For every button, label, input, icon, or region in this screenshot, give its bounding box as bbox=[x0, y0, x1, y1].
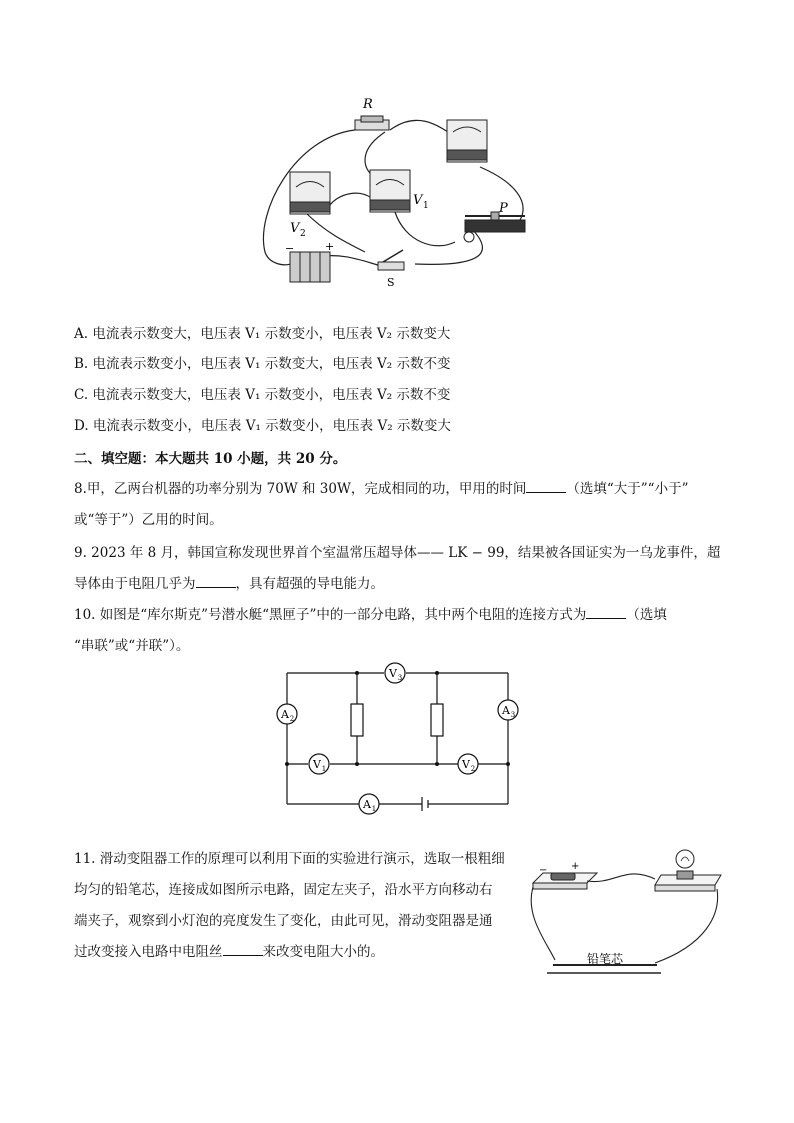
label-v2-sub: 2 bbox=[300, 229, 306, 239]
q9-text-pre: 导体由于电阻几乎为 bbox=[74, 576, 196, 592]
voltmeter-v2-device bbox=[290, 172, 330, 214]
rheostat-device bbox=[464, 212, 525, 242]
a1-label: A bbox=[363, 798, 371, 811]
q10-blank[interactable] bbox=[586, 606, 626, 619]
v2-label: V bbox=[462, 758, 470, 771]
v3-label: V bbox=[389, 667, 397, 680]
v1-sub: 1 bbox=[321, 765, 327, 773]
q11-text-pre: 过改变接入电路中电阻丝 bbox=[74, 944, 223, 960]
q11-blank[interactable] bbox=[223, 943, 263, 956]
q8-line2: 或“等于”）乙用的时间。 bbox=[74, 512, 223, 528]
option-c: C. 电流表示数变大，电压表 V₁ 示数变小，电压表 V₂ 示数不变 bbox=[74, 387, 451, 403]
label-p: P bbox=[499, 201, 508, 216]
q8-text-pre: 8.甲，乙两台机器的功率分别为 70W 和 30W，完成相同的功，甲用的时间 bbox=[74, 481, 527, 497]
label-minus: − bbox=[285, 242, 295, 255]
q9-text-post: ，具有超强的导电能力。 bbox=[235, 576, 384, 592]
battery-device bbox=[290, 252, 330, 282]
resistor-r bbox=[355, 116, 389, 130]
q10-line2: “串联”或“并联”）。 bbox=[74, 638, 190, 654]
q8-line1 bbox=[74, 480, 688, 498]
lamp-board bbox=[655, 850, 721, 891]
resistor-right bbox=[431, 704, 443, 736]
q10-text-post: （选填 bbox=[626, 607, 667, 623]
q8-blank[interactable] bbox=[526, 480, 566, 493]
q11-line3: 端夹子，观察到小灯泡的亮度发生了变化，由此可见，滑动变阻器是通 bbox=[74, 913, 493, 929]
pencil-lead-circuit-figure bbox=[525, 845, 725, 980]
option-a: A. 电流表示数变大，电压表 V₁ 示数变小，电压表 V₂ 示数变大 bbox=[74, 326, 451, 342]
pencil-label: 铅笔芯 bbox=[587, 952, 624, 966]
a3-label: A bbox=[502, 704, 510, 717]
v1-label: V bbox=[313, 758, 321, 771]
a1-sub: 1 bbox=[371, 805, 377, 813]
q11-line2: 均匀的铅笔芯，连接成如图所示电路，固定左夹子，沿水平方向移动右 bbox=[74, 882, 493, 898]
q8-text-post: （选填“大于”“小于” bbox=[566, 481, 689, 497]
section-heading: 二、填空题：本大题共 10 小题，共 20 分。 bbox=[74, 451, 347, 467]
q11-line4 bbox=[74, 943, 384, 961]
q10-text-pre: 10. 如图是“库尔斯克”号潜水艇“黑匣子”中的一部分电路，其中两个电阻的连接方式为 bbox=[74, 607, 587, 623]
label-plus: + bbox=[325, 240, 335, 253]
circuit-apparatus-figure bbox=[255, 92, 555, 292]
a3-sub: 3 bbox=[510, 711, 516, 719]
v2-sub: 2 bbox=[470, 765, 476, 773]
switch-device bbox=[378, 250, 404, 270]
fig3-minus: − bbox=[539, 865, 548, 876]
a2-label: A bbox=[281, 708, 289, 721]
v3-sub: 3 bbox=[397, 674, 403, 682]
fig3-plus: + bbox=[571, 861, 580, 872]
label-v1-sub: 1 bbox=[423, 201, 429, 211]
option-d: D. 电流表示数变小，电压表 V₁ 示数变小，电压表 V₂ 示数变大 bbox=[74, 418, 451, 434]
q9-line1: 9. 2023 年 8 月，韩国宣称发现世界首个室温常压超导体—— LK − 99，结果被各国证实为一乌龙事件，超 bbox=[74, 545, 721, 561]
label-r: R bbox=[363, 97, 373, 112]
label-s: S bbox=[387, 276, 395, 289]
label-v1: V bbox=[413, 193, 423, 208]
q11-line1: 11. 滑动变阻器工作的原理可以利用下面的实验进行演示，选取一根粗细 bbox=[74, 851, 505, 867]
q9-blank[interactable] bbox=[196, 575, 236, 588]
resistor-left bbox=[351, 704, 363, 736]
voltmeter-v1-device bbox=[370, 170, 410, 212]
ammeter-device bbox=[447, 120, 487, 162]
label-v2: V bbox=[290, 221, 300, 236]
q10-line1 bbox=[74, 606, 667, 624]
q11-text-post: 来改变电阻大小的。 bbox=[262, 944, 384, 960]
q9-line2 bbox=[74, 575, 384, 593]
option-b: B. 电流表示数变小，电压表 V₁ 示数变大，电压表 V₂ 示数不变 bbox=[74, 356, 451, 372]
a2-sub: 2 bbox=[289, 715, 295, 723]
circuit-diagram-figure bbox=[270, 660, 530, 825]
